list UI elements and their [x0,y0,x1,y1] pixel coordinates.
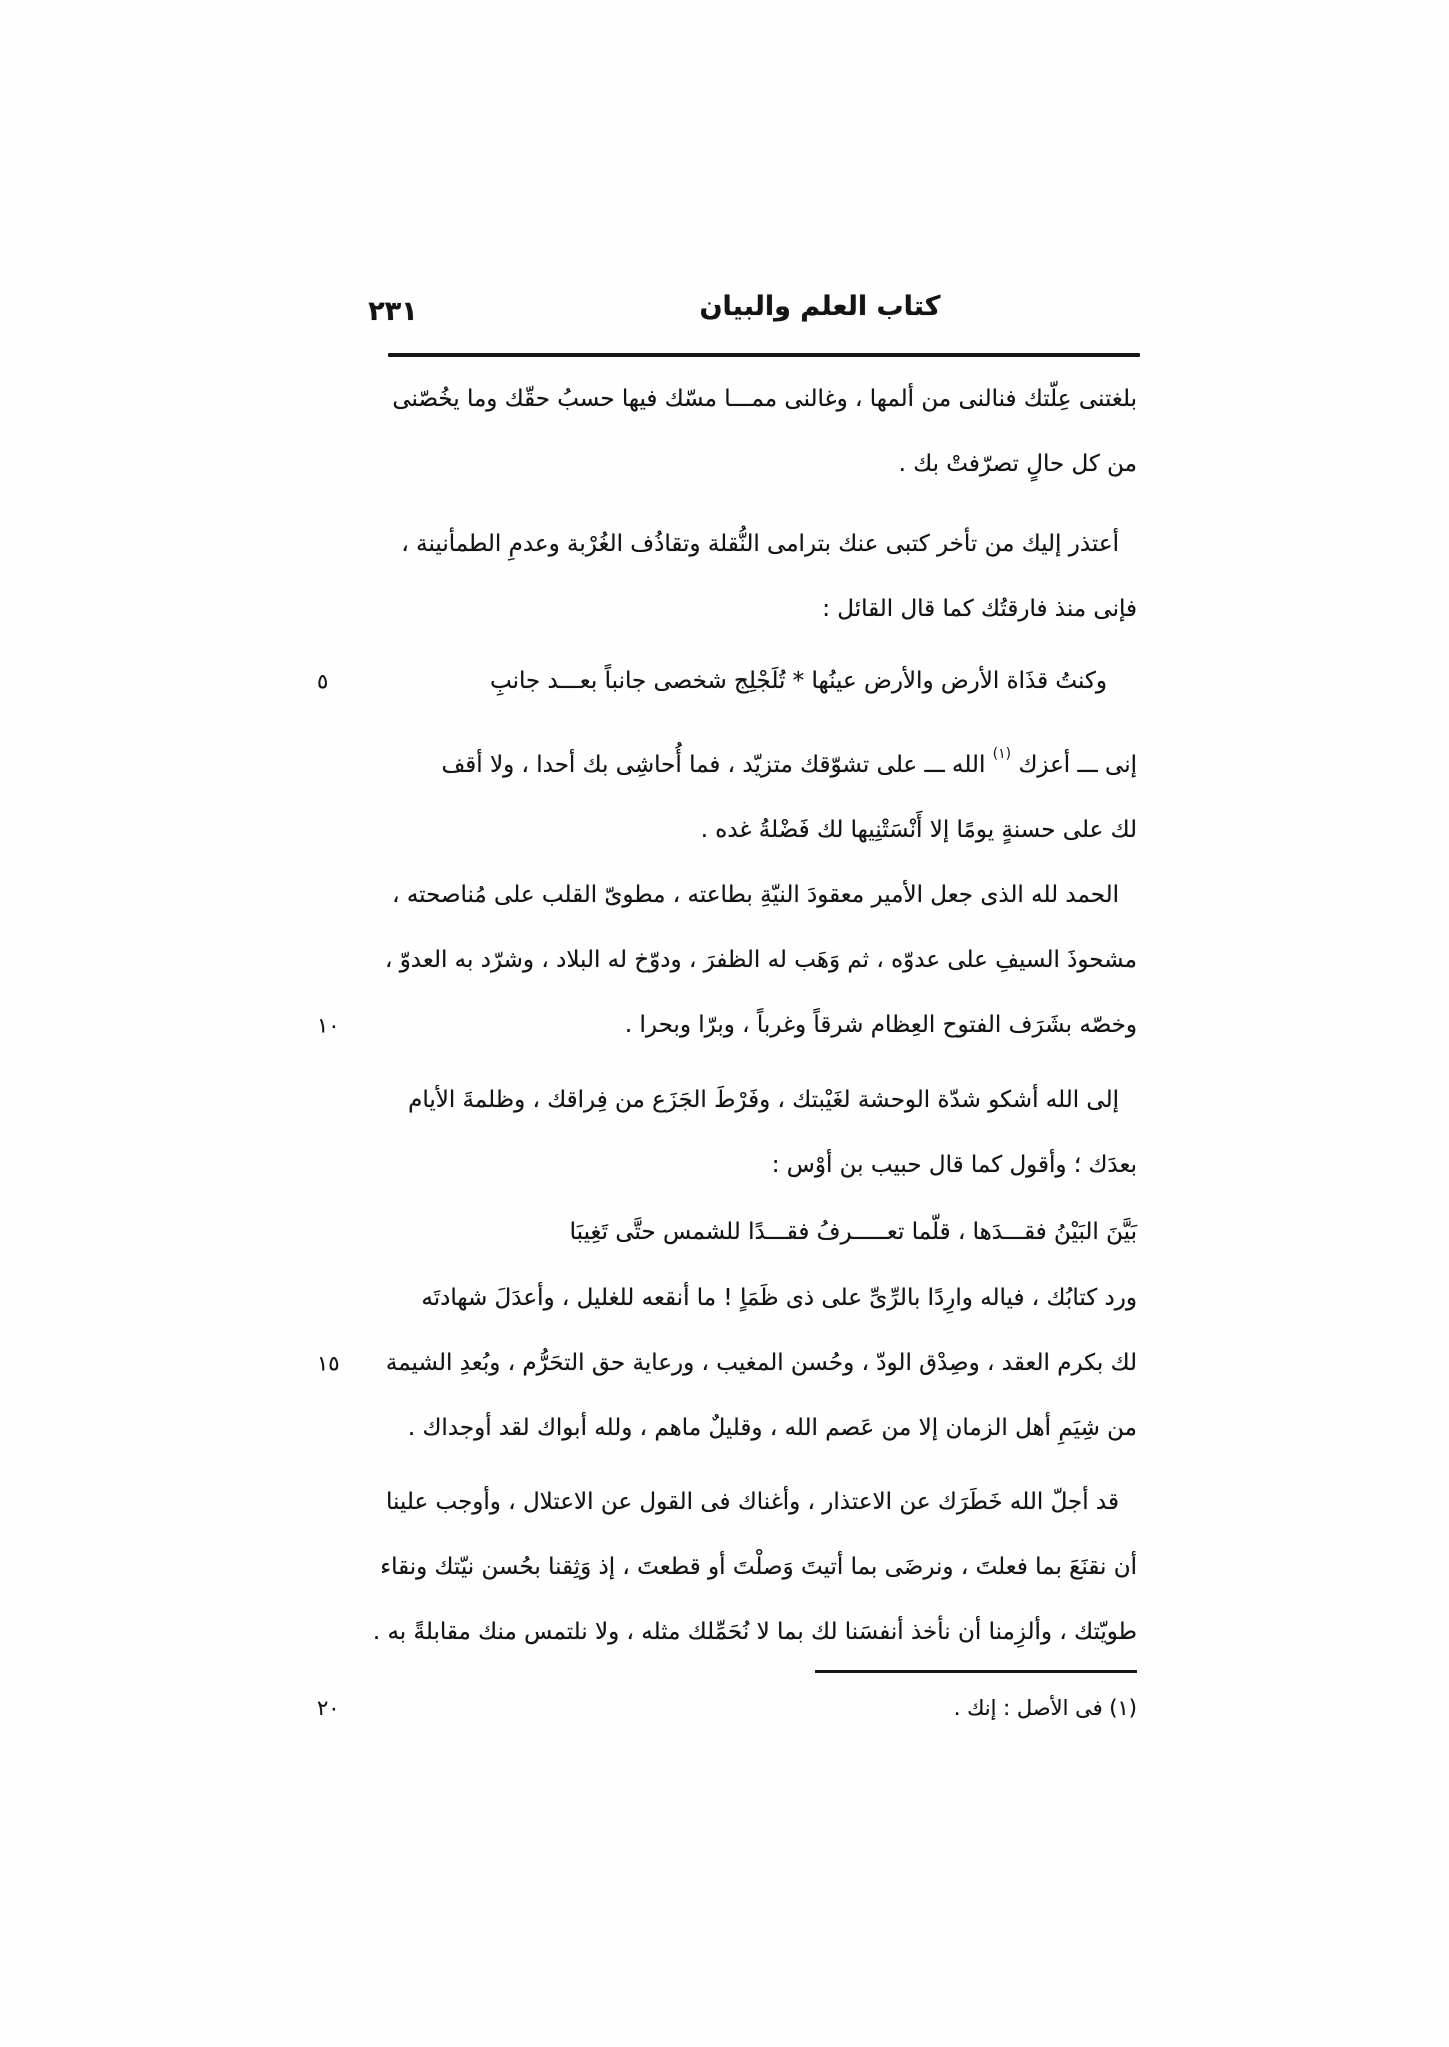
header-rule [388,353,1140,357]
footnote-rule [815,1670,1137,1673]
page-body [317,367,1137,1733]
margin-line-number: ١٥ [317,1351,340,1375]
text-line: بعدَك ؛ وأقول كما قال حبيب بن أوْس : [771,1152,1137,1178]
margin-line-number: ١٠ [317,1013,340,1037]
paragraph [345,1068,1137,1198]
paragraph [345,722,1137,863]
text-line: ورد كتابُك ، فياله وارِدًا بالرِّىِّ على ذى ظَمَاٍ ! ما أنقعه للغليل ، وأعدَلَ شهادتَه [421,1285,1137,1311]
verse-line [345,1200,1137,1265]
text-line: قد أجلّ الله خَطَرَك عن الاعتذار ، وأغناك فى القول عن الاعتلال ، وأوجب علينا [385,1489,1119,1515]
verse-text: وكنتُ قذَاة الأرض والأرض عينُها * تُلَجْلِج شخصى جانباً بعـــد جانبِ [490,668,1107,694]
paragraph [345,512,1137,642]
text-line [317,1331,1137,1396]
book-title: كتاب العلم والبيان [699,291,941,322]
text-line: بلغتنى عِلّتك فنالنى من ألمها ، وغالنى ممـــا مسّك فيها حسبُ حقّك وما يخُصّنى [392,386,1137,412]
text-line: أعتذر إليك من تأخر كتبى عنك بترامى النُّقلة وتقاذُف الغُرْبة وعدمِ الطمأنينة ، [401,531,1119,557]
text-line: طويّتك ، وألزِمنا أن نأخذ أنفسَنا لك بما لا نُحَمِّلك مثله ، ولا نلتمس منك مقابلةً به . [372,1619,1137,1645]
paragraph [345,367,1137,497]
verse-text: بَيَّنَ البَيْنُ فقـــدَها ، قلّما تعـــــرفُ فقـــدًا للشمس حتَّى تَغِيبَا [569,1219,1137,1245]
text-line [345,722,1137,798]
text-segment: الله ـــ على تشوّقك متزيّد ، فما أُحاشِى بك أحدا ، ولا أقف [441,752,986,778]
text-segment: إنى ـــ أعزك [1018,752,1137,778]
paragraph [345,1470,1137,1665]
margin-line-number: ٥ [317,669,329,693]
paragraph [317,863,1137,1058]
text-line: أن نقنَعَ بما فعلتَ ، ونرضَى بما أتيتَ وَصلْتَ أو قطعتَ ، إذ وَثِقنا بحُسن نيّتك ونقاء [380,1554,1137,1580]
margin-line-number: ٢٠ [317,1696,340,1720]
paragraph [317,1266,1137,1461]
footnote-line [317,1683,1137,1733]
text-segment: وخصّه بشَرَف الفتوح العِظام شرقاً وغرباً ، وبرّا وبحرا . [624,1012,1137,1038]
text-line: الحمد لله الذى جعل الأمير معقودَ النيّةِ بطاعته ، مطوىّ القلب على مُناصحته ، [392,882,1119,908]
text-line: فإنى منذ فارقتُك كما قال القائل : [822,596,1137,622]
footnote-marker: (١) [992,746,1012,762]
text-line: إلى الله أشكو شدّة الوحشة لغَيْبتك ، وفَرْطَ الجَزَع من فِراقك ، وظلمةَ الأيام [408,1087,1119,1113]
text-line [317,993,1137,1058]
footnote-text: (١) فى الأصل : إنك . [953,1696,1137,1720]
text-line: مشحوذَ السيفِ على عدوّه ، ثم وَهَب له الظفرَ ، ودوّخ له البلاد ، وشرّد به العدوّ ، [384,947,1137,973]
text-line: من كل حالٍ تصرّفتْ بك . [898,451,1137,477]
page-number: ٢٣١ [368,296,418,327]
text-segment: لك بكرم العقد ، وصِدْق الودّ ، وحُسن المغيب ، ورعاية حق التحَرُّم ، وبُعدِ الشيمة [385,1350,1137,1376]
verse-line [317,649,1137,714]
text-line: لك على حسنةٍ يومًا إلا أَنْسَتْنِيها لك فَضْلةُ غده . [700,817,1137,843]
text-line: من شِيَمِ أهل الزمان إلا من عَصم الله ، وقليلٌ ماهم ، ولله أبواك لقد أوجداك . [407,1415,1137,1441]
